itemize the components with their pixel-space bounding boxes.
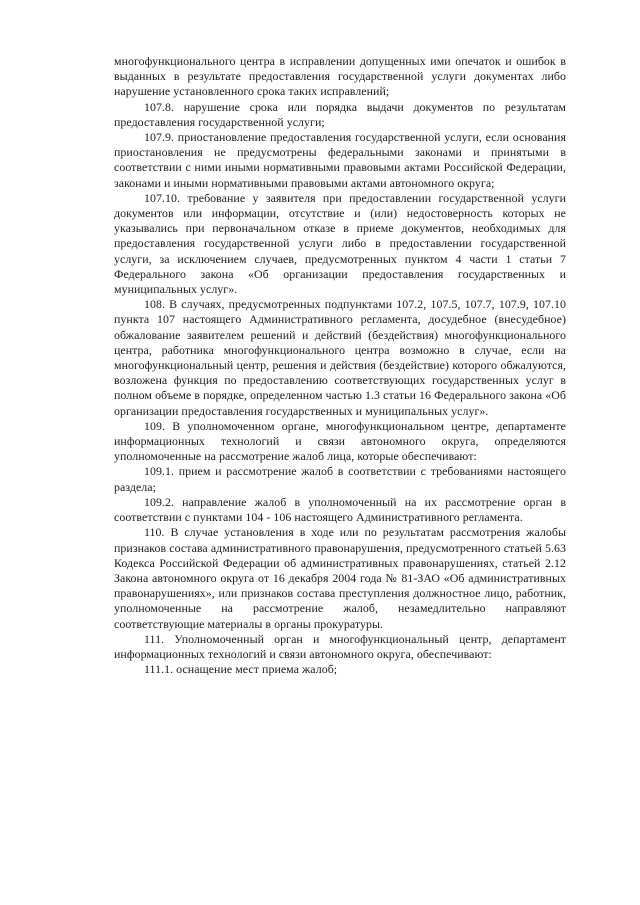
document-body [114,54,566,677]
paragraph-111: 111. Уполномоченный орган и многофункциональный центр, департамент информационных технологий и связи автономного округа, обеспечивают: [114,631,566,661]
paragraph-108: 108. В случаях, предусмотренных подпунктами 107.2, 107.5, 107.7, 107.9, 107.10 пункта 107 настоящего Административного регламента, досудебное (внесудебное) обжалование заявителем решений и действий (бездействия) многофункционального центра, работника многофункционального центра возможно в случае, если на многофункциональный центр, решения и действия (бездействие) которого обжалуются, возложена функция по предоставлению соответствующих государственных услуг в полном объеме в порядке, определенном частью 1.3 статьи 16 Федерального закона «Об организации предоставления государственных и муниципальных услуг». [114,297,566,418]
paragraph-109-1: 109.1. прием и рассмотрение жалоб в соответствии с требованиями настоящего раздела; [114,464,566,494]
paragraph-continuation: многофункционального центра в исправлении допущенных ими опечаток и ошибок в выданных в результате предоставления государственной услуги документах либо нарушение установленного срока таких исправлений; [114,54,566,99]
paragraph-107-10: 107.10. требование у заявителя при предоставлении государственной услуги документов или информации, отсутствие и (или) недостоверность которых не указывались при первоначальном отказе в приеме документов, необходимых для предоставления государственной услуги либо в предоставлении государственной услуги, за исключением случаев, предусмотренных пунктом 4 части 1 статьи 7 Федерального закона «Об организации предоставления государственных и муниципальных услуг». [114,190,566,297]
paragraph-110: 110. В случае установления в ходе или по результатам рассмотрения жалобы признаков состава административного правонарушения, предусмотренного статьей 5.63 Кодекса Российской Федерации об административных правонарушениях, статьей 2.12 Закона автономного округа от 16 декабря 2004 года № 81-ЗАО «Об административных правонарушениях», или признаков состава преступления должностное лицо, работник, уполномоченные на рассмотрение жалоб, незамедлительно направляют соответствующие материалы в органы прокуратуры. [114,525,566,631]
paragraph-109-2: 109.2. направление жалоб в уполномоченный на их рассмотрение орган в соответствии с пунктами 104 - 106 настоящего Административного регламента. [114,494,566,525]
paragraph-107-9: 107.9. приостановление предоставления государственной услуги, если основания приостановления не предусмотрены федеральными законами и принятыми в соответствии с ними иными нормативными правовыми актами Российской Федерации, законами и иными нормативными правовыми актами автономного округа; [114,130,566,190]
paragraph-111-1: 111.1. оснащение мест приема жалоб; [144,662,338,677]
paragraph-107-8: 107.8. нарушение срока или порядка выдачи документов по результатам предоставления государственной услуги; [114,99,566,129]
paragraph-109: 109. В уполномоченном органе, многофункциональном центре, департаменте информационных технологий и связи автономного округа, определяются уполномоченные на рассмотрение жалоб лица, которые обеспечивают: [114,418,566,464]
